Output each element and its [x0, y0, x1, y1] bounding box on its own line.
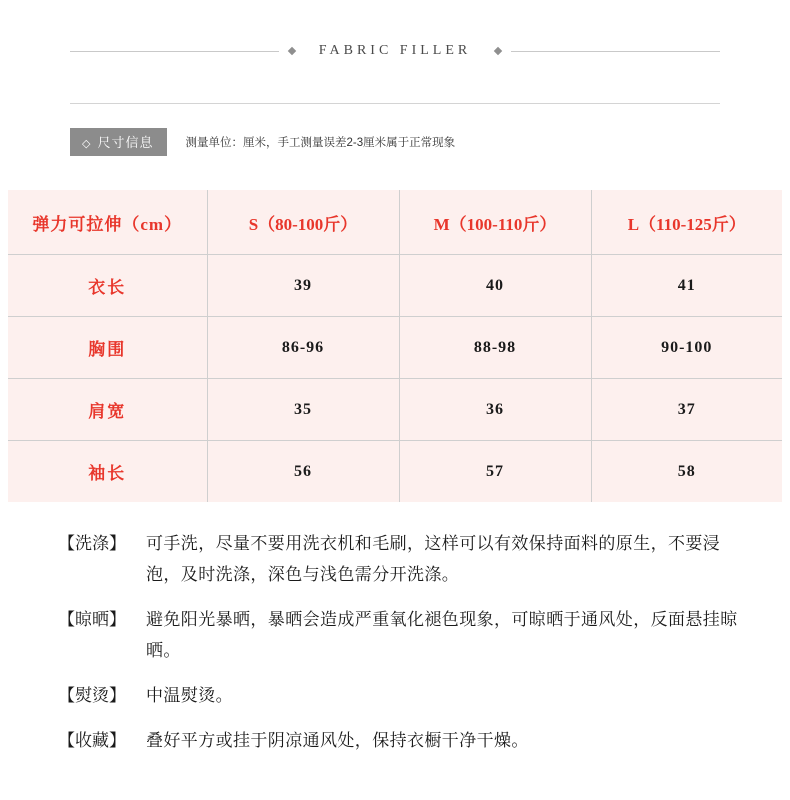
cell-3-1: 57 — [399, 441, 591, 503]
care-label-storage: 【收藏】 — [58, 731, 126, 750]
care-text-wash: 可手洗，尽量不要用洗衣机和毛刷，这样可以有效保持面料的原生，不要浸泡，及时洗涤，深色与浅色需分开洗涤。 — [146, 534, 721, 584]
row-label-2: 肩宽 — [8, 379, 207, 441]
cell-3-0: 56 — [207, 441, 399, 503]
size-chart-table — [8, 190, 782, 502]
care-item-dry — [58, 604, 748, 666]
cell-1-2: 90-100 — [591, 317, 782, 379]
care-label-iron: 【熨烫】 — [58, 686, 126, 705]
care-text-dry: 避免阳光暴晒，暴晒会造成严重氧化褪色现象，可晾晒于通风处，反面悬挂晾晒。 — [146, 610, 738, 660]
table-row — [8, 317, 782, 379]
care-item-storage — [58, 725, 748, 756]
header-divider — [70, 103, 720, 104]
table-row — [8, 379, 782, 441]
size-info-tag — [70, 128, 167, 156]
cell-2-1: 36 — [399, 379, 591, 441]
row-label-1: 胸围 — [8, 317, 207, 379]
lozenge-icon: ◇ — [82, 138, 92, 150]
table-header-row — [8, 190, 782, 255]
cell-1-1: 88-98 — [399, 317, 591, 379]
care-instructions — [58, 528, 748, 770]
cell-0-0: 39 — [207, 255, 399, 317]
care-label-wash: 【洗涤】 — [58, 534, 126, 553]
care-item-iron — [58, 680, 748, 711]
care-label-dry: 【晾晒】 — [58, 610, 126, 629]
table-header-cell-0: 弹力可拉伸（cm） — [8, 190, 207, 255]
diamond-icon-left — [288, 47, 296, 55]
cell-0-1: 40 — [399, 255, 591, 317]
table-row — [8, 255, 782, 317]
table-row — [8, 441, 782, 503]
cell-1-0: 86-96 — [207, 317, 399, 379]
care-item-wash — [58, 528, 748, 590]
section-header — [70, 38, 720, 64]
diamond-icon-right — [494, 47, 502, 55]
cell-2-0: 35 — [207, 379, 399, 441]
cell-0-2: 41 — [591, 255, 782, 317]
size-info-tag-label: 尺寸信息 — [97, 135, 154, 150]
header-rule-right — [511, 51, 720, 52]
size-info-header — [70, 128, 455, 156]
measurement-note: 测量单位：厘米，手工测量误差2-3厘米属于正常现象 — [185, 137, 456, 149]
row-label-0: 衣长 — [8, 255, 207, 317]
table-header-cell-2: M（100-110斤） — [399, 190, 591, 255]
row-label-3: 袖长 — [8, 441, 207, 503]
header-rule-left — [70, 51, 279, 52]
page-title: FABRIC FILLER — [318, 43, 472, 58]
care-text-iron: 中温熨烫。 — [146, 686, 233, 705]
table-header-cell-3: L（110-125斤） — [591, 190, 782, 255]
cell-2-2: 37 — [591, 379, 782, 441]
table-header-cell-1: S（80-100斤） — [207, 190, 399, 255]
care-text-storage: 叠好平方或挂于阴凉通风处，保持衣橱干净干燥。 — [146, 731, 529, 750]
cell-3-2: 58 — [591, 441, 782, 503]
